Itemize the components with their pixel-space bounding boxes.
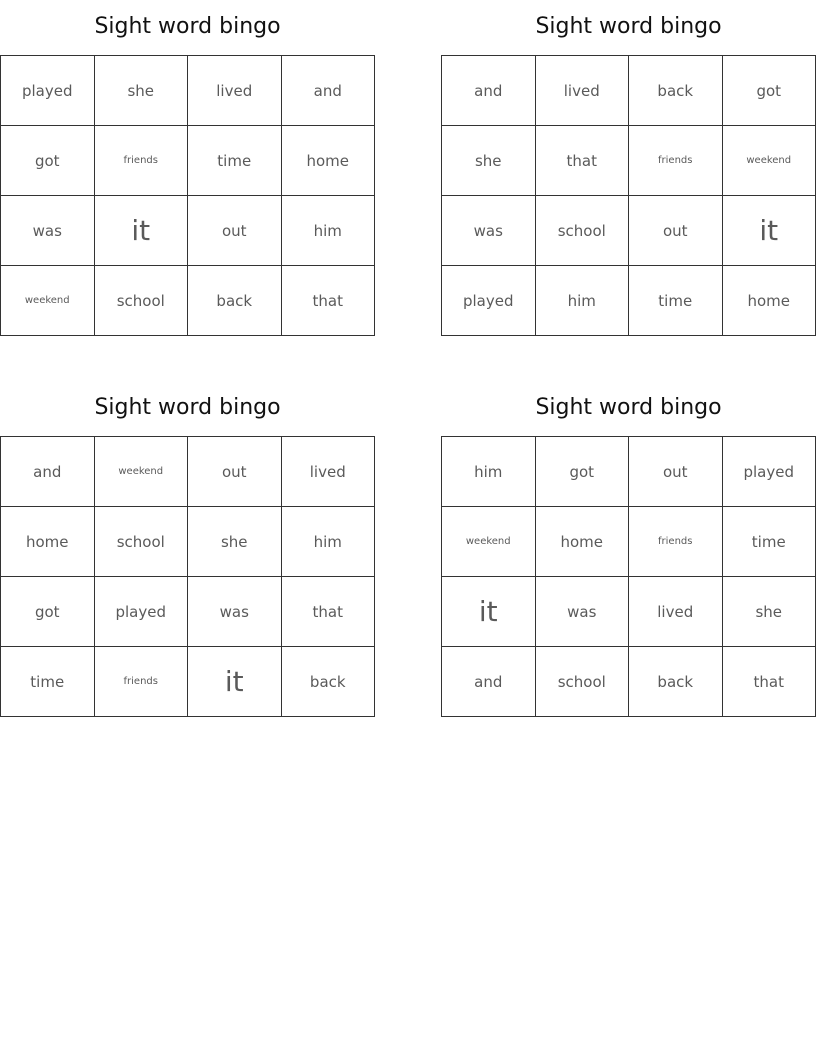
bingo-cell: she (188, 507, 282, 577)
bingo-cell: home (723, 266, 816, 336)
bingo-cell: lived (536, 56, 630, 126)
bingo-cell: back (188, 266, 282, 336)
bingo-cell: out (188, 437, 282, 507)
bingo-cell: it (723, 196, 816, 266)
bingo-cell: she (95, 56, 189, 126)
bingo-cell: out (629, 437, 723, 507)
bingo-cell: home (1, 507, 95, 577)
card-title: Sight word bingo (535, 395, 722, 420)
card-title: Sight word bingo (535, 14, 722, 39)
bingo-cell: home (536, 507, 630, 577)
bingo-cell: back (282, 647, 376, 717)
bingo-grid (441, 436, 816, 717)
bingo-cell: that (536, 126, 630, 196)
bingo-cell: friends (629, 507, 723, 577)
bingo-cell: played (95, 577, 189, 647)
bingo-cell: him (282, 196, 376, 266)
bingo-card (441, 381, 816, 717)
bingo-grid (0, 436, 375, 717)
bingo-cell: time (188, 126, 282, 196)
bingo-card (0, 0, 375, 336)
bingo-cell: and (442, 56, 536, 126)
bingo-cell: she (442, 126, 536, 196)
bingo-cell: and (442, 647, 536, 717)
bingo-grid (441, 55, 816, 336)
bingo-cell: got (1, 126, 95, 196)
bingo-cell: back (629, 56, 723, 126)
bingo-cell: and (282, 56, 376, 126)
bingo-cell: weekend (442, 507, 536, 577)
bingo-cell: lived (629, 577, 723, 647)
bingo-cell: him (536, 266, 630, 336)
bingo-cell: weekend (723, 126, 816, 196)
bingo-cell: back (629, 647, 723, 717)
bingo-cell: time (629, 266, 723, 336)
bingo-cell: lived (282, 437, 376, 507)
bingo-cell: was (188, 577, 282, 647)
bingo-cell: that (723, 647, 816, 717)
bingo-cell: friends (95, 647, 189, 717)
bingo-cell: time (723, 507, 816, 577)
bingo-card (0, 381, 375, 717)
bingo-cell: and (1, 437, 95, 507)
bingo-cell: it (188, 647, 282, 717)
bingo-cell: was (1, 196, 95, 266)
bingo-cell: school (536, 196, 630, 266)
bingo-cell: got (723, 56, 816, 126)
bingo-cell: was (442, 196, 536, 266)
bingo-cell: friends (629, 126, 723, 196)
bingo-cell: played (723, 437, 816, 507)
bingo-cell: she (723, 577, 816, 647)
bingo-cell: that (282, 266, 376, 336)
bingo-grid (0, 55, 375, 336)
bingo-cell: that (282, 577, 376, 647)
bingo-cell: out (188, 196, 282, 266)
bingo-cell: got (1, 577, 95, 647)
bingo-cell: home (282, 126, 376, 196)
bingo-cell: lived (188, 56, 282, 126)
bingo-cell: weekend (95, 437, 189, 507)
bingo-cell: time (1, 647, 95, 717)
bingo-cell: school (536, 647, 630, 717)
bingo-cell: weekend (1, 266, 95, 336)
bingo-cell: played (1, 56, 95, 126)
bingo-cell: him (442, 437, 536, 507)
bingo-cell: friends (95, 126, 189, 196)
card-title: Sight word bingo (94, 14, 281, 39)
bingo-cell: school (95, 507, 189, 577)
bingo-cell: out (629, 196, 723, 266)
card-title: Sight word bingo (94, 395, 281, 420)
bingo-cell: school (95, 266, 189, 336)
bingo-card (441, 0, 816, 336)
bingo-cell: was (536, 577, 630, 647)
bingo-cell: it (442, 577, 536, 647)
bingo-cell: played (442, 266, 536, 336)
bingo-cell: it (95, 196, 189, 266)
bingo-cell: got (536, 437, 630, 507)
bingo-cell: him (282, 507, 376, 577)
